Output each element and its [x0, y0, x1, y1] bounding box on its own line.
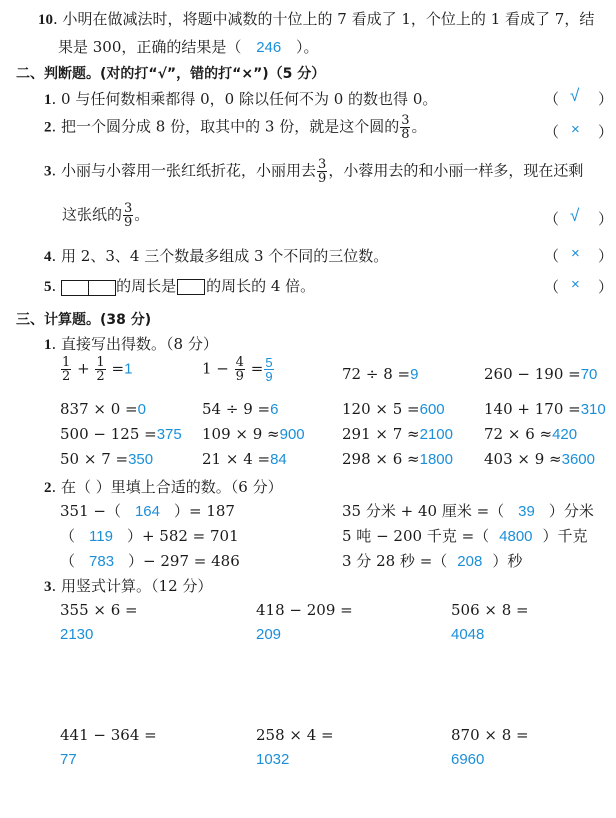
answer-paren: ） — [598, 123, 614, 141]
question-text: . 小明在做减法时，将题中减数的十位上的 7 看成了 1，个位上的 1 看成了 7，结 — [53, 10, 595, 28]
answer: 783 — [89, 553, 115, 570]
numerator: 5 — [265, 355, 273, 370]
item-text: 。 — [134, 205, 150, 224]
expression: 72 ÷ 8 = — [342, 365, 411, 383]
expression: 50 × 7 = — [60, 450, 129, 468]
answer: 4800 — [499, 528, 533, 545]
part-label: . 直接写出得数。（8 分） — [51, 335, 218, 353]
answer: 420 — [552, 426, 578, 443]
part-2-title — [44, 476, 283, 497]
answer-mark: × — [571, 276, 580, 293]
answer: 209 — [256, 626, 282, 643]
answer: 1800 — [419, 451, 453, 468]
question-number: 10 — [38, 12, 53, 28]
fraction — [235, 356, 245, 383]
answer: 9 — [410, 366, 419, 383]
part-1-title — [44, 333, 218, 354]
answer-paren: （ — [544, 123, 560, 141]
denominator: 2 — [96, 369, 105, 384]
operator: + — [77, 359, 90, 378]
answer: 1 — [124, 360, 133, 378]
vertical-calc-question: 258 × 4 = — [256, 726, 334, 744]
item-text: . 小丽与小蓉用一张红纸折花，小丽用去 — [51, 161, 317, 180]
denominator: 9 — [235, 369, 244, 384]
expression: 500 − 125 = — [60, 425, 157, 443]
fraction — [123, 202, 133, 229]
question-10-line2 — [58, 36, 319, 57]
judge-item-2 — [44, 114, 427, 141]
question-10 — [38, 8, 594, 29]
expression: ）分米 — [548, 502, 594, 520]
calc-item: 1 − $\frac{4}{9}$ = $\frac{5}{9}$ — [202, 355, 273, 384]
answer: 119 — [89, 528, 113, 545]
answer-paren: ） — [598, 247, 614, 265]
expression: 21 × 4 = — [202, 450, 271, 468]
answer: 164 — [134, 503, 160, 520]
answer-mark: √ — [570, 206, 580, 225]
question-text: 果是 300，正确的结果是（ — [58, 38, 242, 56]
expression: ）+ 582 = 701 — [126, 527, 239, 545]
calc-item — [342, 450, 453, 468]
vertical-calc-question: 355 × 6 = — [60, 601, 138, 619]
fill-item — [60, 525, 239, 546]
calc-item — [342, 425, 453, 443]
answer: 600 — [419, 401, 445, 418]
expression: ）千克 — [542, 527, 588, 545]
answer: 375 — [156, 426, 182, 443]
item-text: . 用 2、3、4 三个数最多组成 3 个不同的三位数。 — [51, 247, 389, 265]
answer: 2130 — [60, 626, 94, 643]
expression: 351 −（ — [60, 502, 121, 520]
expression: 403 × 9 ≈ — [484, 450, 562, 468]
answer: 0 — [137, 401, 146, 418]
numerator: 3 — [401, 113, 410, 128]
expression: 291 × 7 ≈ — [342, 425, 420, 443]
denominator: 8 — [401, 127, 410, 142]
part-number: 2 — [44, 480, 52, 496]
answer-paren: ） — [598, 210, 614, 228]
expression: 120 × 5 = — [342, 400, 420, 418]
expression: 5 吨 − 200 千克 =（ — [342, 527, 490, 545]
item-text: 的周长是 — [116, 277, 177, 295]
judge-item-4 — [44, 245, 388, 266]
numerator: 4 — [235, 355, 244, 370]
item-text: ，小蓉用去的和小丽一样多，现在还剩 — [328, 161, 584, 180]
section-title: 二、判断题。(对的打“√”，错的打“×”)（5 分） — [16, 66, 326, 82]
fill-item — [342, 500, 594, 521]
denominator: 9 — [265, 369, 273, 384]
fraction — [317, 158, 327, 185]
item-number: 1 — [44, 92, 52, 108]
expression: 140 + 170 = — [484, 400, 581, 418]
calc-item: $\frac{1}{2}$ + $\frac{1}{2}$ =1 — [62, 355, 133, 384]
answer: 1032 — [256, 751, 290, 768]
answer: 3600 — [561, 451, 595, 468]
vertical-calc-question: 506 × 8 = — [451, 601, 529, 619]
answer: 208 — [457, 553, 483, 570]
fraction — [61, 356, 71, 383]
expression: 298 × 6 ≈ — [342, 450, 420, 468]
denominator: 9 — [318, 171, 327, 186]
part-number: 3 — [44, 579, 52, 595]
calc-item — [484, 425, 577, 443]
answer: 310 — [580, 401, 606, 418]
expression: 72 × 6 ≈ — [484, 425, 553, 443]
answer-paren: ） — [598, 278, 614, 296]
item-number: 5 — [44, 279, 52, 295]
answer: 4048 — [451, 626, 485, 643]
numerator: 1 — [62, 355, 71, 370]
calc-item — [484, 365, 597, 383]
vertical-calc-question: 441 − 364 = — [60, 726, 157, 744]
denominator: 2 — [62, 369, 71, 384]
numerator: 3 — [318, 157, 327, 172]
calc-item — [484, 400, 606, 418]
answer: 2100 — [419, 426, 453, 443]
answer-paren: ） — [598, 90, 614, 108]
judge-item-1 — [44, 88, 437, 109]
answer: 84 — [270, 451, 287, 468]
answer: 70 — [580, 366, 598, 383]
part-label: . 在（ ）里填上合适的数。（6 分） — [51, 478, 283, 496]
single-rectangle-figure — [177, 279, 205, 295]
calc-item — [202, 450, 287, 468]
expression: ）− 297 = 486 — [128, 552, 240, 570]
judge-item-5: 5. 的周长是 的周长的 4 倍。 — [44, 277, 316, 295]
answer-mark: × — [571, 245, 580, 262]
item-text: 。 — [411, 117, 427, 136]
item-text: . 把一个圆分成 8 份，取其中的 3 份，就是这个圆的 — [51, 117, 400, 136]
part-number: 1 — [44, 337, 52, 353]
answer-paren: （ — [544, 210, 560, 228]
vertical-calc-question: 418 − 209 = — [256, 601, 353, 619]
fraction — [400, 114, 410, 141]
part-label: . 用竖式计算。（12 分） — [51, 577, 213, 595]
double-rectangle-figure — [61, 278, 116, 296]
answer: 6960 — [451, 751, 485, 768]
item-text: 的周长的 4 倍。 — [206, 277, 316, 295]
calc-item — [342, 400, 445, 418]
answer-mark: × — [571, 121, 580, 138]
item-text: 这张纸的 — [62, 205, 123, 224]
item-number: 4 — [44, 249, 52, 265]
fill-item — [60, 550, 240, 571]
expression: 837 × 0 = — [60, 400, 138, 418]
fill-item — [342, 550, 522, 571]
answer-paren: （ — [544, 90, 560, 108]
vertical-calc-question: 870 × 8 = — [451, 726, 529, 744]
item-number: 2 — [44, 119, 52, 136]
calc-item — [202, 425, 305, 443]
calc-item — [60, 400, 146, 418]
judge-item-3-line2 — [62, 202, 149, 229]
fill-item — [60, 500, 235, 521]
expression: 1 − — [202, 359, 229, 378]
answer-paren: （ — [544, 247, 560, 265]
calc-item — [60, 450, 153, 468]
section-title: 三、计算题。(38 分) — [16, 312, 152, 328]
denominator: 9 — [124, 215, 133, 230]
expression: （ — [60, 552, 76, 570]
part-3-title — [44, 575, 212, 596]
answer: 350 — [128, 451, 154, 468]
answer-mark: √ — [570, 86, 580, 105]
expression: 35 分米 + 40 厘米 =（ — [342, 502, 505, 520]
fraction — [95, 356, 105, 383]
answer: 246 — [256, 39, 282, 56]
answer: 900 — [279, 426, 305, 443]
expression: 3 分 28 秒 =（ — [342, 552, 448, 570]
expression: ）= 187 — [174, 502, 235, 520]
calc-item — [484, 450, 595, 468]
fill-item — [342, 525, 588, 546]
answer: 77 — [60, 751, 77, 768]
calc-item — [342, 365, 418, 383]
question-text: ）。 — [296, 38, 319, 56]
item-text: . 0 与任何数相乘都得 0，0 除以任何不为 0 的数也得 0。 — [51, 90, 438, 108]
item-number: 3 — [44, 163, 52, 180]
numerator: 1 — [96, 355, 105, 370]
expression: 54 ÷ 9 = — [202, 400, 271, 418]
judge-item-3 — [44, 158, 583, 185]
calc-item — [202, 400, 278, 418]
expression: ）秒 — [492, 552, 523, 570]
expression: （ — [60, 527, 76, 545]
answer: 39 — [518, 503, 535, 520]
expression: 260 − 190 = — [484, 365, 581, 383]
answer-fraction — [264, 356, 273, 383]
answer-paren: （ — [544, 278, 560, 296]
numerator: 3 — [124, 201, 133, 216]
answer: 6 — [270, 401, 279, 418]
calc-item — [60, 425, 182, 443]
expression: 109 × 9 ≈ — [202, 425, 280, 443]
